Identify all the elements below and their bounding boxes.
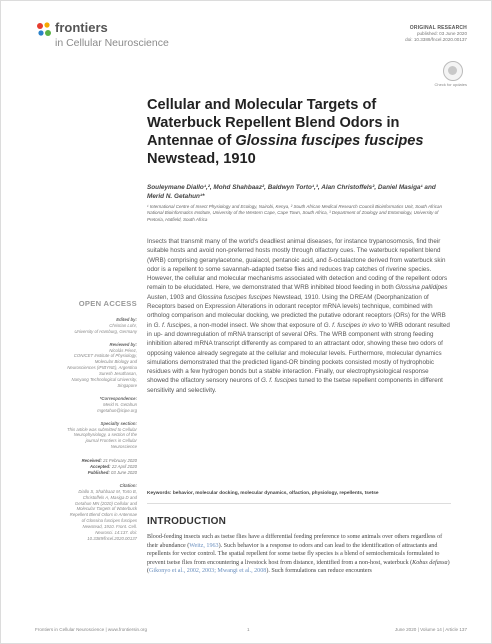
citation-label: Citation:	[119, 482, 137, 488]
accepted-label: Accepted:	[89, 464, 111, 470]
intro-text: ). Such behavior is a response to odors and can lead to the identification of attractants and repellents for vector control. The spatial repellent for some tsetse fly species is a blend of semiochemicals formulated to prevent tsetse flies from encountering a livestock host from distance, identified from a non-host, waterbuck (	[147, 542, 440, 566]
frontiers-logo-icon	[35, 21, 53, 39]
keywords	[147, 491, 451, 496]
footer-volume: June 2020 | Volume 14 | Article 137	[394, 627, 467, 632]
published-date-sidebar: 03 June 2020	[110, 469, 137, 475]
citation-text: Diallo S, Shahbaaz M, Torto B, Christoffels A, Masiga D and Getahun MN (2020) Cellular and Molecular Targets of Waterbuck Repellent Blend Odors in Antennae of Glossina fuscipes fuscipes Newstead, 1910. Front. Cell. Neurosci. 14:137. doi: 10.3389/fncel.2020.00137	[69, 488, 137, 541]
intro-species: Kobus defassa	[412, 559, 448, 566]
open-access-label: OPEN ACCESS	[78, 299, 137, 308]
reviewer-name[interactable]: Suresh Jesuthasan,	[99, 371, 137, 377]
affiliations: ¹ International Centre of Insect Physiology and Ecology, Nairobi, Kenya, ² South African Medical Research Council Bioinformatics Unit, South African National Bioinformatics Institute, University of the Western Cape, Cape Town, South Africa, ³ Department of Zoology and Entomology, University of Pretoria, Hatfield, South Africa	[147, 204, 442, 222]
journal-name: in Cellular Neuroscience	[55, 37, 169, 49]
abstract-text: to WRB odorant resulted in up- and downregulation of mRNA transcript of several ORs. The WRB component with strong feeding inhibition altered mRNA transcript differently as compared to an attractant odor, showing these two odors of opposing valence already segregate at the cellular and molecular levels. Furthermore, molecular dynamics simulations demonstrated that the predicted ligand-OR binding pockets consisted mostly of hydrophobic residues with a few hydrogen bonds but a stable interaction. Finally, our electrophysiological response showed the olfactory sensory neurons of	[147, 321, 450, 385]
abstract-species: G. f. fuscipes in vivo	[323, 321, 380, 329]
footer-journal[interactable]: Frontiers in Cellular Neuroscience | www.frontiersin.org	[35, 627, 147, 632]
received-label: Received:	[81, 458, 102, 464]
page-footer	[35, 627, 467, 635]
correspondence-name: Merid N. Getahun	[103, 401, 137, 407]
journal-brand: frontiers	[55, 20, 108, 35]
correspondence-email[interactable]: mgetahun@icipe.org	[97, 407, 137, 413]
published-label: Published:	[87, 469, 110, 475]
intro-paragraph	[147, 533, 451, 576]
title-species: Glossina fuscipes fuscipes	[235, 133, 424, 149]
reviewer-affiliation: Nanyang Technological University, Singapore	[71, 377, 137, 388]
intro-text: ) (	[147, 559, 450, 575]
abstract-text: Newstead, 1910. Using the DREAM (Deorphanization of Receptors based on Expression Alterations in odorant receptor mRNA levels) technique, combined with ortholog comparison and molecular docking, we predicted the putative odorant receptors (ORs) for the WRB in	[147, 293, 446, 329]
keywords-text: Keywords: behavior, molecular docking, molecular dynamics, olfaction, physiology, repellents, tsetse	[147, 491, 379, 496]
article-dates	[67, 458, 137, 476]
reviewer-name[interactable]: Nicolás Pérez,	[109, 347, 137, 353]
author-list[interactable]: Souleymane Diallo¹,², Mohd Shahbaaz², Baldwyn Torto¹,³, Alan Christoffels², Daniel Masiga¹ and Merid N. Getahun¹*	[147, 184, 436, 200]
correspondence-label: *Correspondence:	[99, 395, 137, 401]
abstract-species: Glossina fuscipes fuscipes	[197, 293, 272, 301]
citation-link[interactable]: Weitz, 1963	[189, 542, 219, 549]
intro-text: ). Such formulations can reduce encounters	[266, 568, 372, 575]
abstract	[147, 237, 451, 395]
page-number: 1	[247, 627, 250, 632]
abstract-species: G. f. fuscipes	[260, 377, 298, 385]
accepted-date: 22 April 2020	[111, 464, 137, 470]
check-for-updates-label[interactable]: Check for updates	[434, 82, 467, 87]
check-for-updates-icon[interactable]	[443, 61, 463, 81]
reviewed-by-label: Reviewed by:	[109, 341, 137, 347]
section-heading: INTRODUCTION	[147, 516, 227, 527]
abstract-text: Austen, 1903 and	[147, 293, 198, 301]
divider	[147, 503, 451, 504]
intro-text: Blood-feeding insects such as tsetse flies have a differential feeding preference to some animals over others regardless of their abundance (	[147, 534, 443, 549]
abstract-text: , a non-model insect. We show that exposure of	[190, 321, 324, 329]
article-meta	[405, 25, 467, 43]
article-type: ORIGINAL RESEARCH	[409, 25, 467, 31]
abstract-text: Insects that transmit many of the world's deadliest animal diseases, for instance trypanosomosis, find their suitable hosts and avoid non-preferred hosts mostly through olfactory cues. The waterbuck repellent blend (WRB) comprising geranylacetone, guaiacol, pentanoic acid, and δ-octalactone derived from waterbuck skin odor is a repellent to some savannah-adapted tsetse flies and reduces trap catches of riverine species. However, the cellular and molecular mechanisms associated with detection and coding of the repellent odors remain to be elucidated. Here, we demonstrated that WRB inhibited blood feeding in both	[147, 238, 448, 292]
title-part-1: Cellular and Molecular Targets of Waterbuck Repellent Blend Odors in Antennae of	[147, 97, 400, 149]
published-date: published: 03 June 2020	[416, 31, 467, 36]
doi-link[interactable]: doi: 10.3389/fncel.2020.00137	[405, 37, 467, 42]
title-part-3: Newstead, 1910	[147, 151, 256, 167]
edited-by-label: Edited by:	[116, 316, 137, 322]
abstract-species: Glossina pallidipes	[395, 284, 448, 292]
abstract-text: tuned to the tsetse repellent components in different sensitivity and selectivity.	[147, 377, 443, 394]
specialty-section-label: Specialty section:	[100, 420, 137, 426]
abstract-species: G. f. fuscipes	[153, 321, 191, 329]
article-title	[147, 96, 447, 168]
received-date: 21 February 2020	[103, 458, 137, 464]
editor-affiliation: University of Hamburg, Germany	[74, 328, 137, 334]
reviewer-affiliation: CONICET Institute of Physiology, Molecular Biology and Neurosciences (IFIBYNE), Argentina	[67, 353, 137, 371]
editor-name[interactable]: Christian Lohr,	[109, 322, 137, 328]
specialty-section-text: This article was submitted to Cellular Neurophysiology, a section of the journal Frontiers in Cellular Neuroscience	[67, 426, 137, 450]
article-info-sidebar	[67, 301, 137, 542]
citation-link[interactable]: Gikonyo et al., 2002, 2003; Mwangi et al., 2008	[149, 568, 267, 575]
